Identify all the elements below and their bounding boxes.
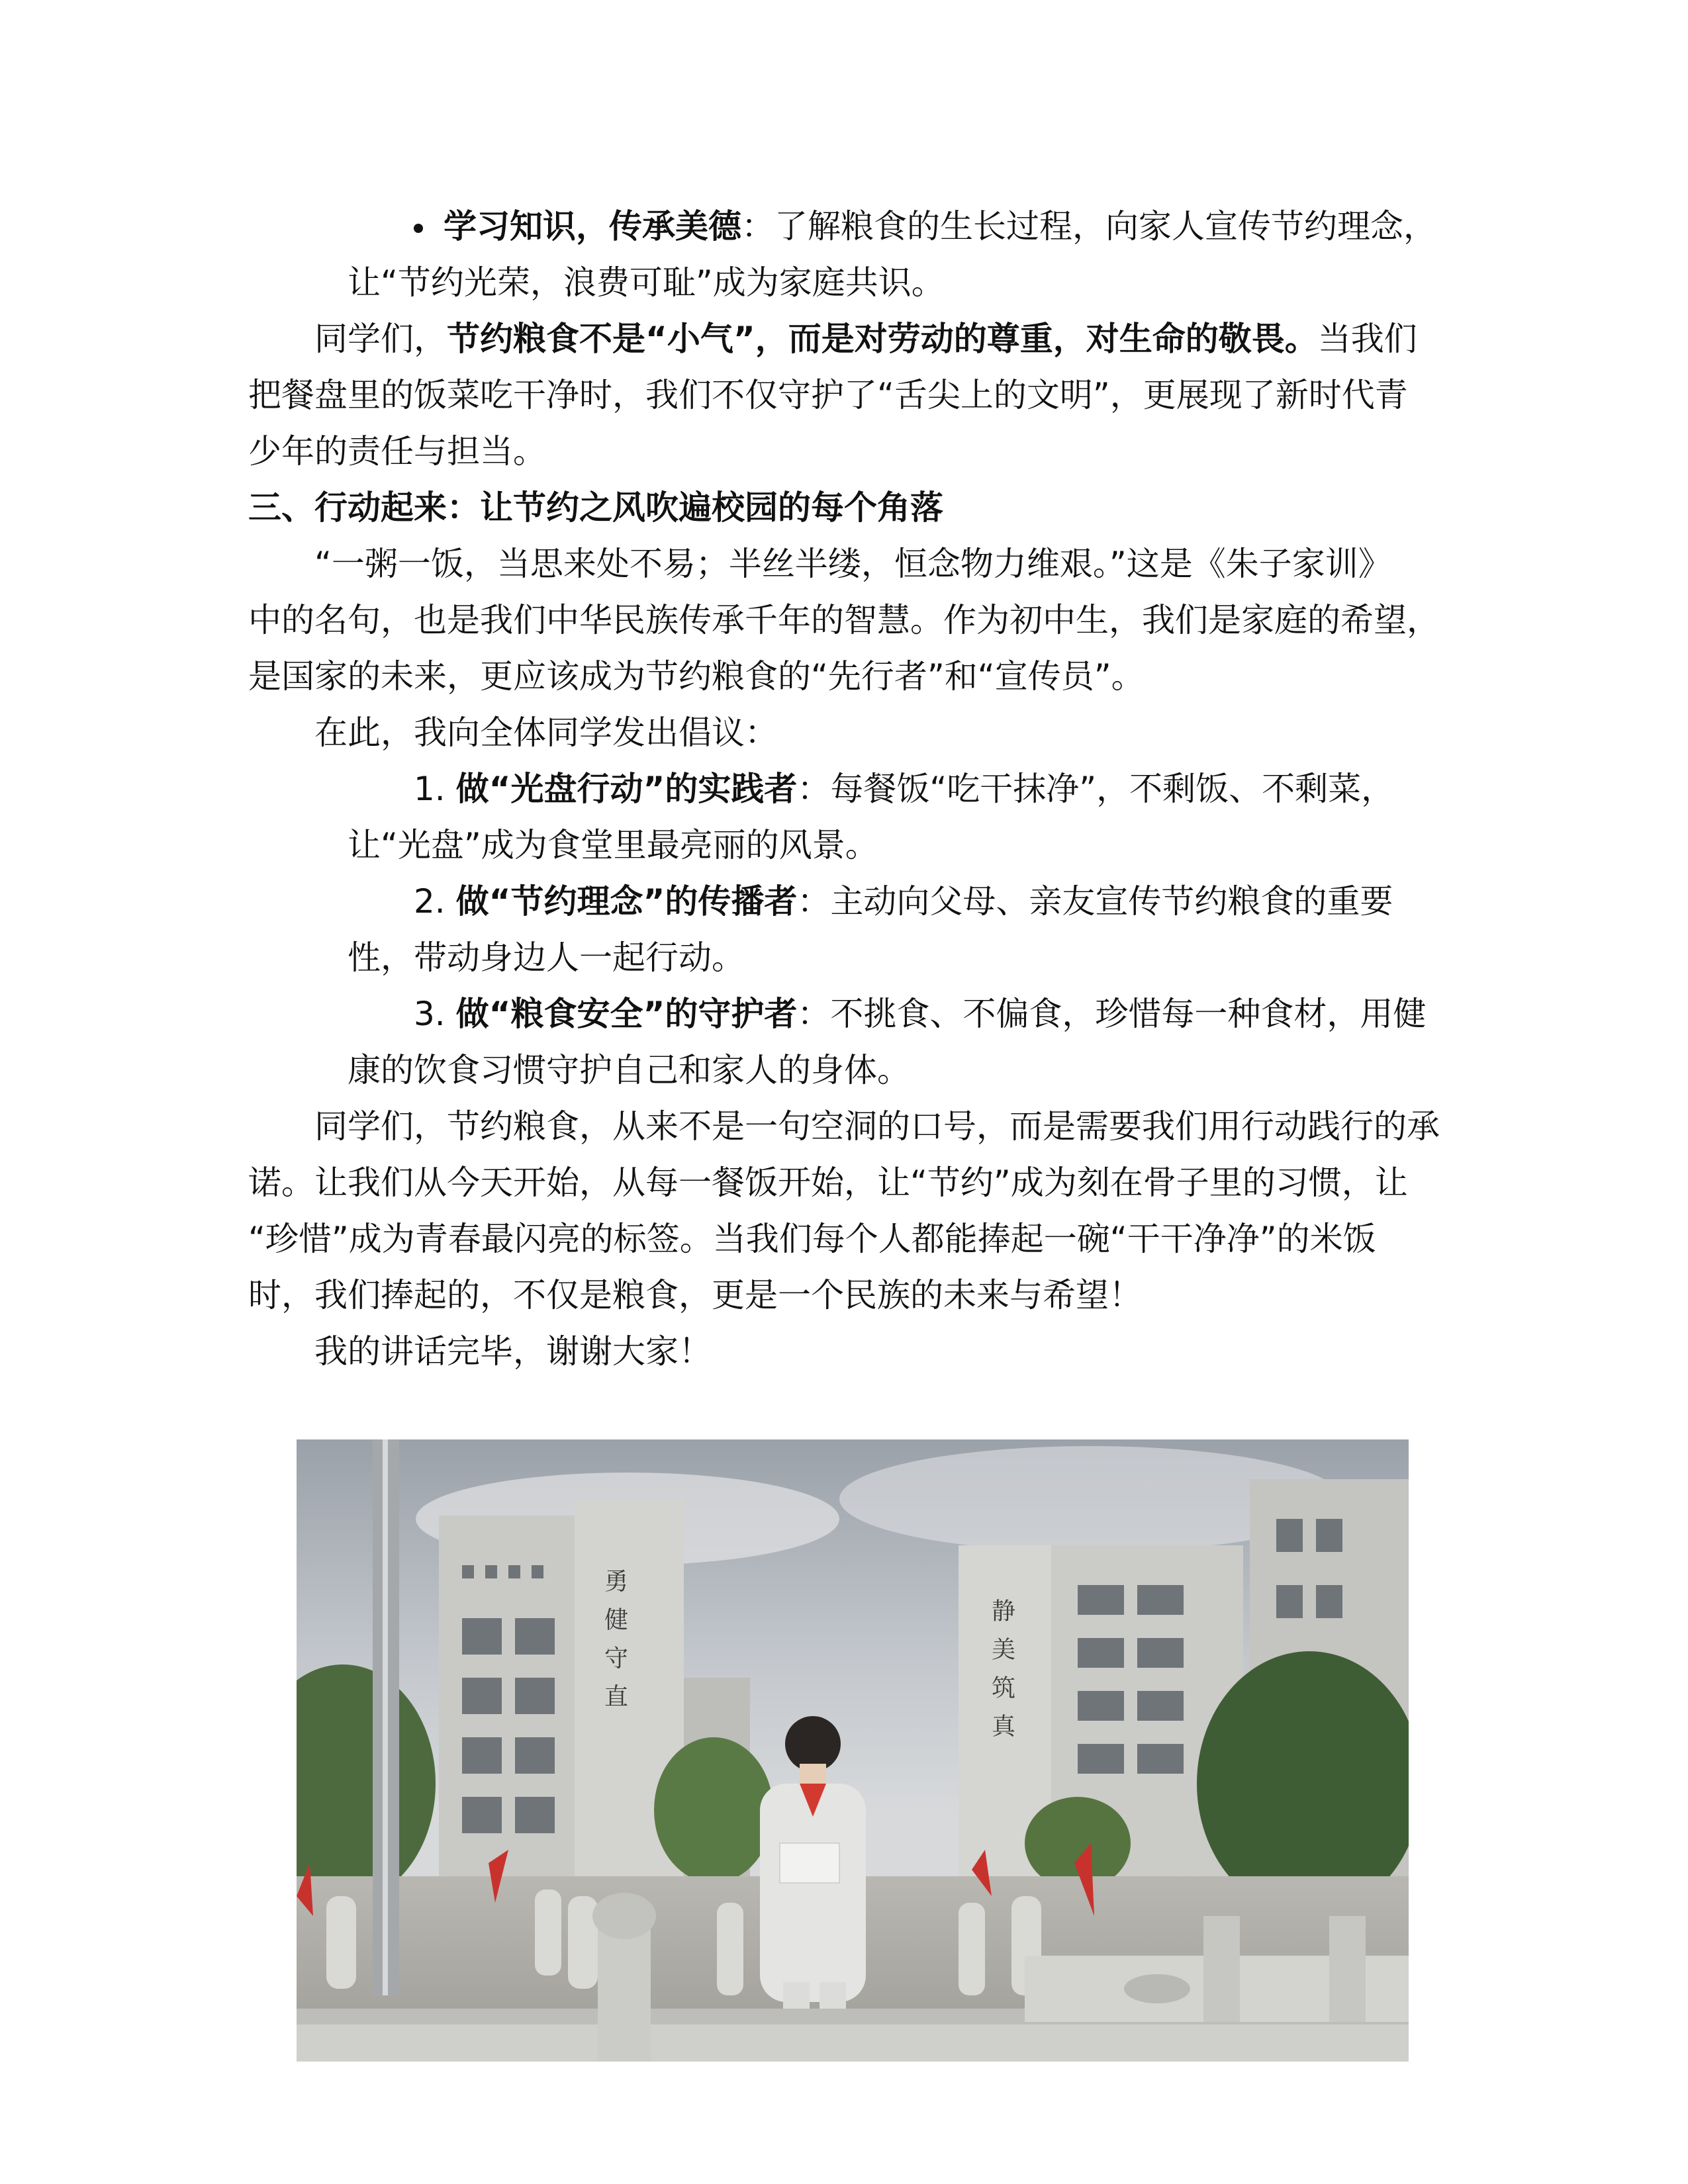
item-3-number: 3. [414,995,445,1033]
bullet-dot-icon [414,224,423,233]
closing-line: 我的讲话完毕，谢谢大家！ [314,1332,712,1371]
para1-rest: 当我们 [1317,320,1417,358]
para4-line3: “珍惜”成为青春最闪亮的标签。当我们每个人都能捧起一碗“干干净净”的米饭 [248,1220,1376,1258]
para1-line3: 少年的责任与担当。 [248,432,546,471]
bullet-item-line2: 让“节约光荣，浪费可耻”成为家庭共识。 [348,263,945,302]
item-1-number: 1. [414,770,445,808]
item-1-bold: 做“光盘行动”的实践者 [455,770,798,808]
building-left-sign: 勇健守直 [600,1569,628,1722]
item-2-text: ：主动向父母、亲友宣传节约粮食的重要 [797,882,1393,921]
bullet-item-text: ：了解粮食的生长过程，向家人宣传节约理念， [741,207,1436,246]
document-body [248,199,1440,1380]
para2-line1: “一粥一饭，当思来处不易；半丝半缕，恒念物力维艰。”这是《朱子家训》 [314,545,1391,583]
item-1-line2: 让“光盘”成为食堂里最亮丽的风景。 [348,826,878,864]
para4-line2: 诺。让我们从今天开始，从每一餐饭开始，让“节约”成为刻在骨子里的习惯，让 [248,1163,1408,1202]
para4-line4: 时，我们捧起的，不仅是粮食，更是一个民族的未来与希望！ [248,1276,1142,1314]
para1-lead: 同学们， [314,320,447,358]
item-3-bold: 做“粮食安全”的守护者 [455,995,798,1033]
item-2-line2: 性，带动身边人一起行动。 [348,938,745,977]
item-2-number: 2. [414,882,445,921]
building-right-sign: 静美筑真 [988,1598,1015,1752]
ceremony-photo-illustration [297,1439,1409,2062]
section-heading: 三、行动起来：让节约之风吹遍校园的每个角落 [248,488,943,527]
para2-line3: 是国家的未来，更应该成为节约粮食的“先行者”和“宣传员”。 [248,657,1145,696]
bullet-item-bold: 学习知识，传承美德 [444,207,741,246]
para4-line1: 同学们，节约粮食，从来不是一句空洞的口号，而是需要我们用行动践行的承 [314,1107,1440,1146]
para1-line2: 把餐盘里的饭菜吃干净时，我们不仅守护了“舌尖上的文明”，更展现了新时代青 [248,376,1408,414]
item-3-line1 [248,986,1440,1042]
item-3-line2: 康的饮食习惯守护自己和家人的身体。 [348,1051,910,1089]
ceremony-photo [297,1439,1409,2062]
item-1-line1 [248,761,1440,817]
para2-line2: 中的名句，也是我们中华民族传承千年的智慧。作为初中生，我们是家庭的希望， [248,601,1440,639]
item-2-bold: 做“节约理念”的传播者 [455,882,798,921]
item-3-text: ：不挑食、不偏食，珍惜每一种食材，用健 [797,995,1427,1033]
para1-bold: 节约粮食不是“小气”，而是对劳动的尊重，对生命的敬畏。 [447,320,1318,358]
para1-line1 [248,311,1440,367]
bullet-item-line1 [248,199,1440,255]
para3: 在此，我向全体同学发出倡议： [314,713,778,752]
item-1-text: ：每餐饭“吃干抹净”，不剩饭、不剩菜， [797,770,1395,808]
item-2-line1 [248,874,1440,930]
